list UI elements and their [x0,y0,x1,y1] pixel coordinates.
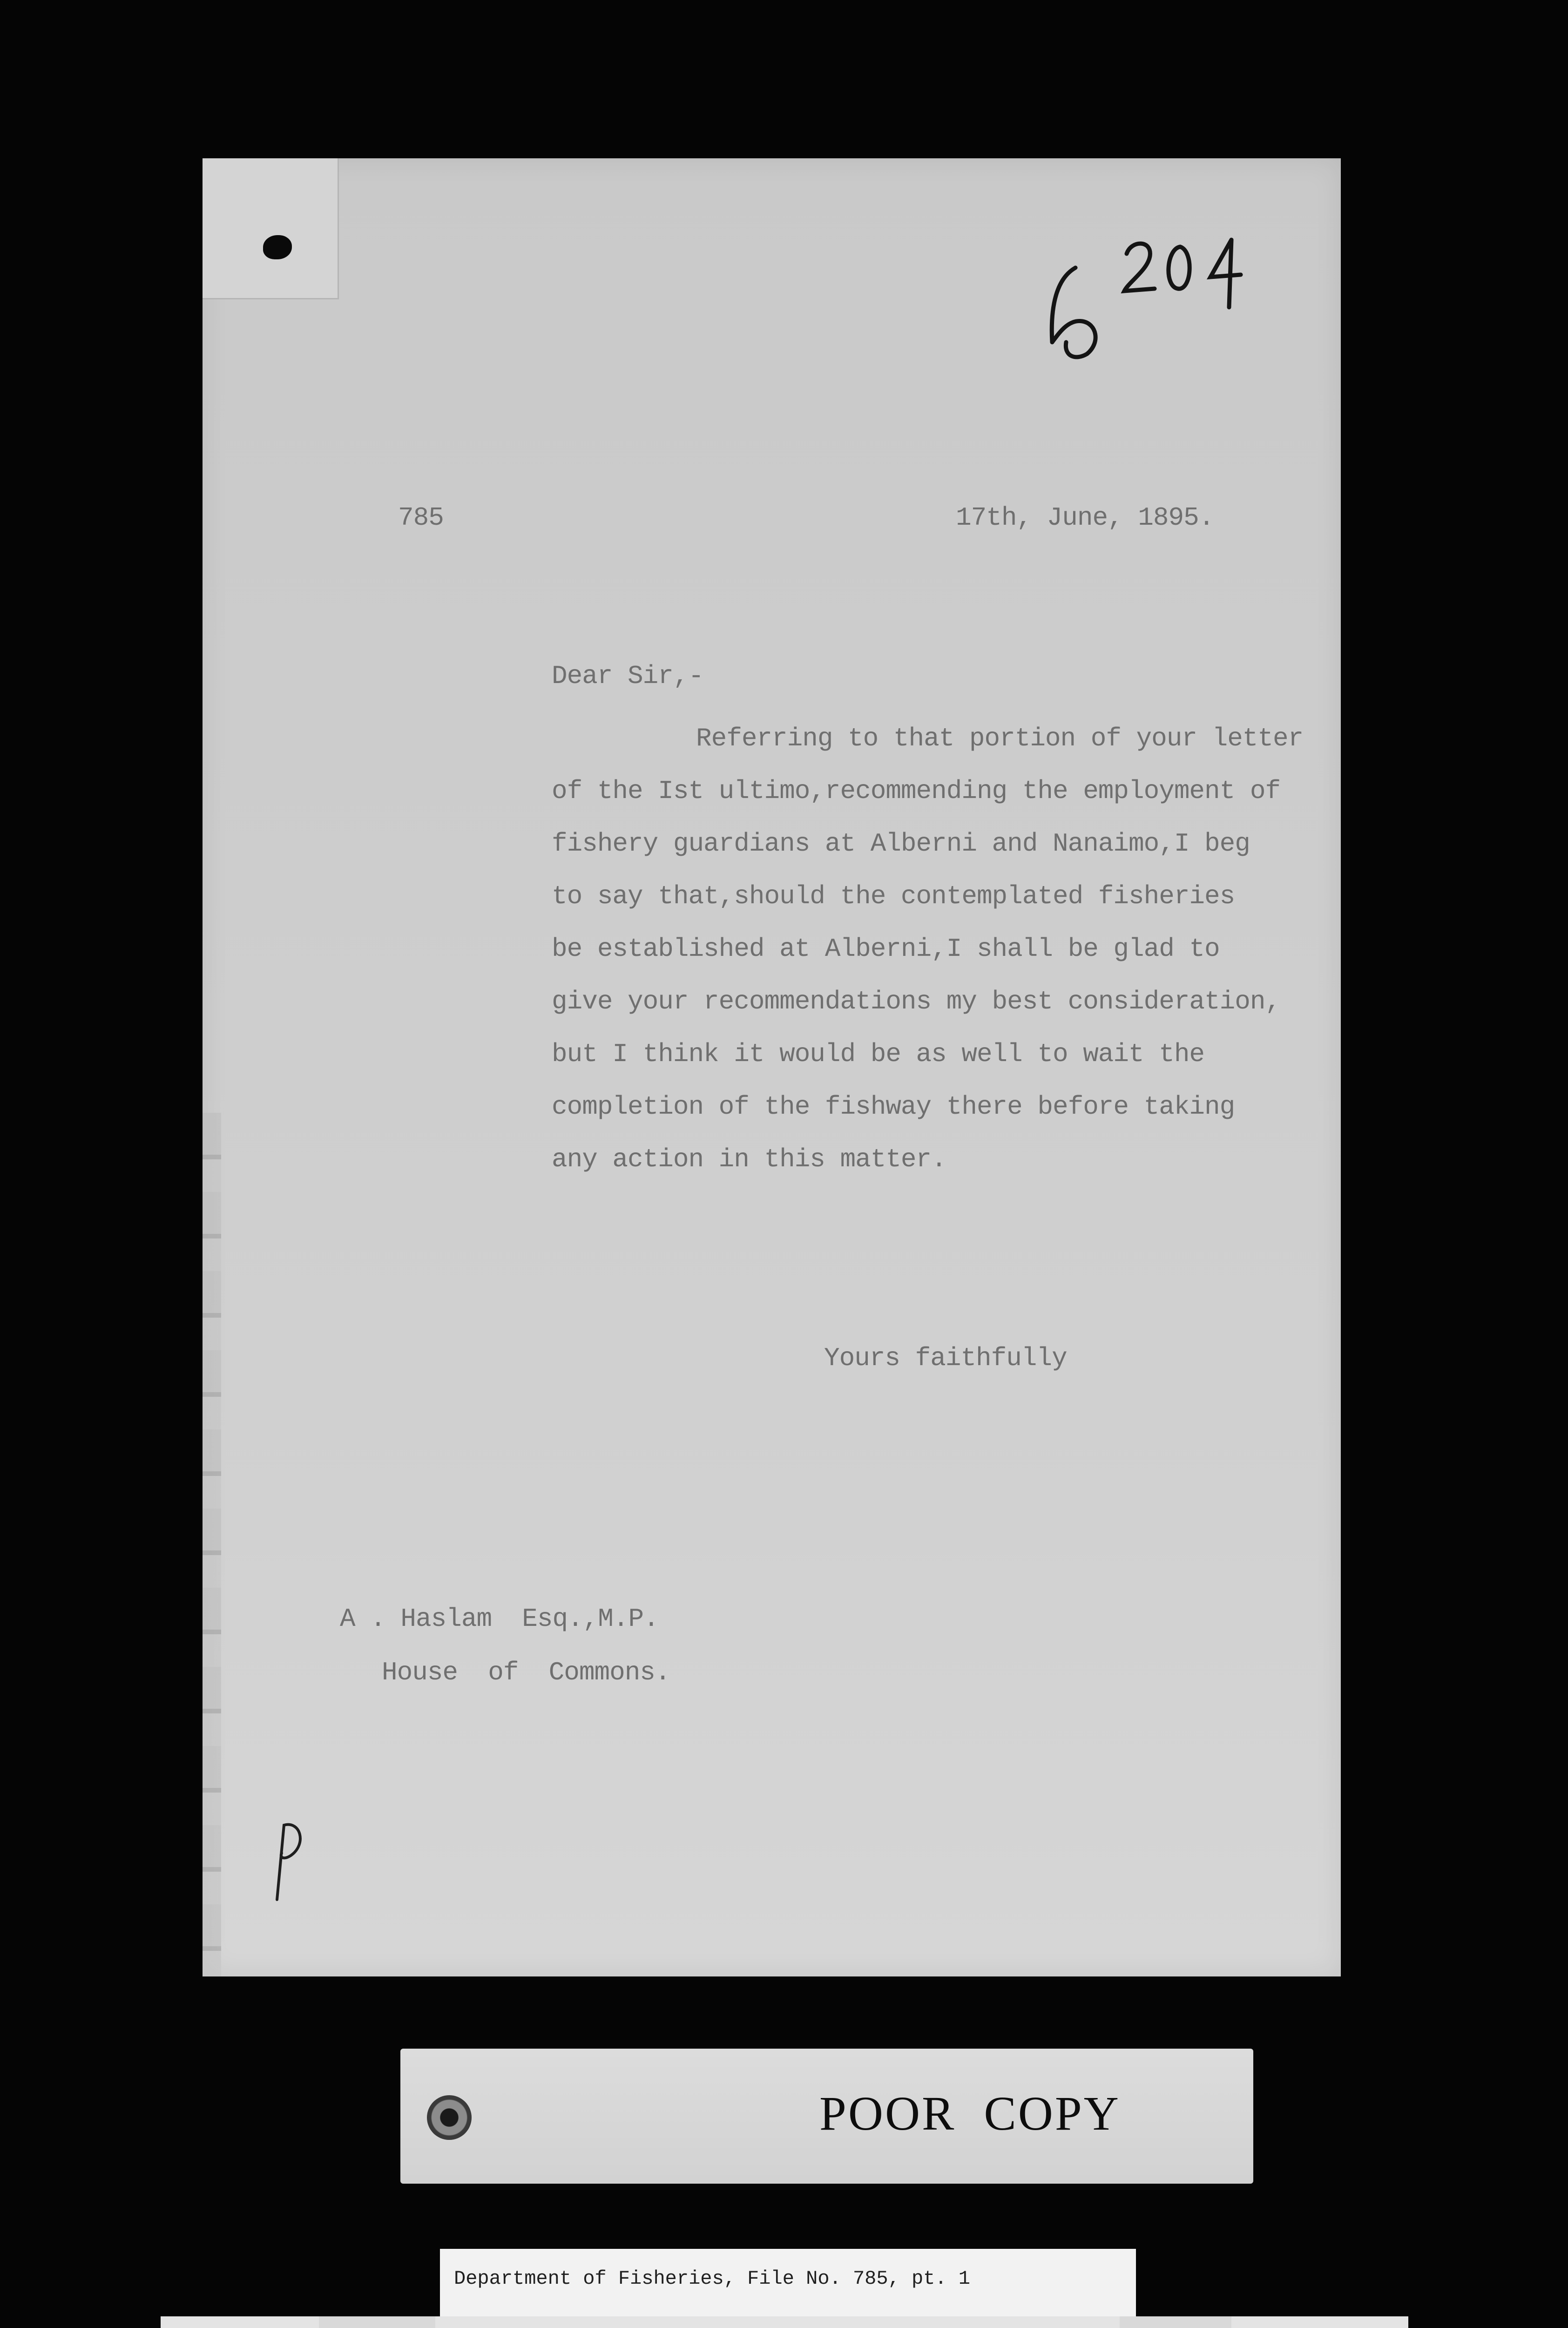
addressee-address: House of Commons. [382,1658,670,1687]
letter-sheet [203,158,1341,1976]
poor-copy-label: POOR COPY [819,2087,1121,2140]
body-line: of the Ist ultimo,recommending the employment of [552,776,1281,806]
body-line: give your recommendations my best consideration, [552,987,1281,1016]
body-line: fishery guardians at Alberni and Nanaimo,I beg [552,829,1250,859]
body-line: any action in this matter. [552,1144,946,1174]
corner-tab [203,158,339,299]
addressee-name: A . Haslam Esq.,M.P. [340,1604,659,1634]
handwritten-initial-icon [263,1816,310,1904]
body-line: completion of the fishway there before taking [552,1092,1235,1122]
torn-edge [203,1113,221,1976]
punch-hole [263,235,292,259]
body-line: to say that,should the contemplated fisheries [552,881,1235,911]
letter-date: 17th, June, 1895. [956,503,1214,533]
file-reference-number: 785 [398,503,444,533]
public-archives-stamp [161,2316,1408,2328]
file-slip-text: Department of Fisheries, File No. 785, pt. 1 [454,2267,970,2290]
grommet-icon [427,2095,472,2140]
tape-strip [319,2316,435,2328]
handwritten-annotation-icon [1031,226,1264,365]
body-line: but I think it would be as well to wait the [552,1039,1205,1069]
body-line: be established at Alberni,I shall be glad to [552,934,1220,964]
poor-copy-tag [400,2049,1253,2184]
body-line: Referring to that portion of your letter [696,724,1304,753]
file-reference-slip [440,2249,1136,2319]
closing: Yours faithfully [824,1343,1067,1373]
salutation: Dear Sir,- [552,661,704,691]
letter-body [552,712,1304,1186]
tape-strip [1120,2316,1231,2328]
